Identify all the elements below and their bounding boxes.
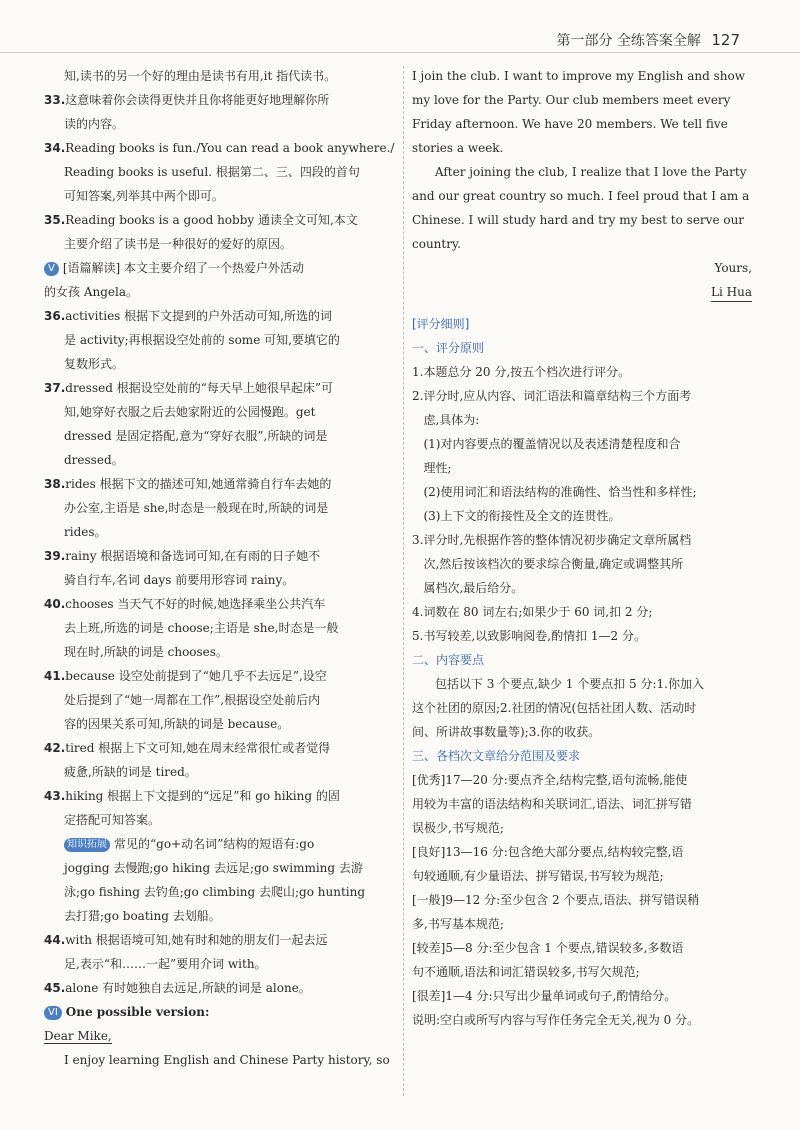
text-line: country. <box>412 237 461 251</box>
left-line <box>44 472 396 496</box>
text-line: [优秀]17—20 分:要点齐全,结构完整,语句流畅,能使 <box>412 773 688 787</box>
question-number: 40. <box>44 597 66 611</box>
line-text: 现在时,所缺的词是 chooses。 <box>64 645 228 659</box>
text-line: [较差]5—8 分:至少包含 1 个要点,错误较多,多数语 <box>412 941 684 955</box>
text-line: I join the club. I want to improve my English and show <box>412 69 745 83</box>
left-line <box>44 952 396 976</box>
question-number: 38. <box>44 477 66 491</box>
line-text: with 根据语境可知,她有时和她的朋友们一起去远 <box>65 933 328 947</box>
text-line: my love for the Party. Our club members meet every <box>412 93 731 107</box>
left-line <box>44 448 396 472</box>
rubric-title: [评分细则] <box>412 317 470 331</box>
line-text: 常见的“go+动名词”结构的短语有:go <box>114 837 315 851</box>
left-line <box>44 664 396 688</box>
line-text: 处后提到了“她一周都在工作”,根据设空处前后内 <box>64 693 321 707</box>
line-text: tired 根据上下文可知,她在周末经常很忙或者觉得 <box>65 741 331 755</box>
left-line <box>44 520 396 544</box>
text-line: 用较为丰富的语法结构和关联词汇,语法、词汇拼写错 <box>412 797 692 811</box>
text-line: 多,书写基本规范; <box>412 917 504 931</box>
line-text: rides。 <box>64 525 107 539</box>
line-text: I enjoy learning English and Chinese Party history, so <box>64 1053 390 1067</box>
rubric-sec3: 三、各档次文章给分范围及要求 <box>412 749 581 763</box>
line-text: jogging 去慢跑;go hiking 去远足;go swimming 去游 <box>64 861 363 875</box>
line-text: 泳;go fishing 去钓鱼;go climbing 去爬山;go hunting <box>64 885 366 899</box>
text-line: and our great country so much. I feel proud that I am a <box>412 189 750 203</box>
left-line <box>44 640 396 664</box>
question-number: 42. <box>44 741 66 755</box>
text-line: 这个社团的原因;2.社团的情况(包括社团人数、活动时 <box>412 701 697 715</box>
line-text: [语篇解读] 本文主要介绍了一个热爱户外活动 <box>62 261 305 275</box>
text-line: 包括以下 3 个要点,缺少 1 个要点扣 5 分:1.你加入 <box>412 677 704 691</box>
signature-name: Li Hua <box>711 283 752 302</box>
column-divider <box>403 66 404 1096</box>
left-line <box>44 112 396 136</box>
line-text: 这意味着你会读得更快并且你将能更好地理解你所 <box>65 93 330 107</box>
text-line: 间、所讲故事数量等);3.你的收获。 <box>412 725 601 739</box>
left-line <box>44 136 396 160</box>
text-line: 次,然后按该档次的要求综合衡量,确定或调整其所 <box>412 557 684 571</box>
question-number: 33. <box>44 93 66 107</box>
text-line: 句不通顺,语法和词汇错误较多,书写欠规范; <box>412 965 640 979</box>
left-line <box>44 424 396 448</box>
left-line <box>44 352 396 376</box>
left-line <box>44 784 396 808</box>
left-line <box>44 808 396 832</box>
left-line <box>44 64 396 88</box>
line-text: 办公室,主语是 she,时态是一般现在时,所缺的词是 <box>64 501 329 515</box>
line-text: hiking 根据上下文提到的“远足”和 go hiking 的固 <box>65 789 340 803</box>
text-line: 误极少,书写规范; <box>412 821 504 835</box>
question-number: 39. <box>44 549 66 563</box>
text-line: 理性; <box>412 461 452 475</box>
letter-body <box>412 64 752 256</box>
left-line <box>44 976 396 1000</box>
line-text: Reading books is useful. 根据第二、三、四段的首句 <box>64 165 360 179</box>
left-line <box>44 400 396 424</box>
question-number: 36. <box>44 309 66 323</box>
left-line <box>44 256 396 280</box>
rubric-sec2: 二、内容要点 <box>412 653 485 667</box>
left-line <box>44 904 396 928</box>
text-line: (3)上下文的衔接性及全文的连贯性。 <box>412 509 621 523</box>
line-text: 疲惫,所缺的词是 tired。 <box>64 765 197 779</box>
line-text: activities 根据下文提到的户外活动可知,所选的词 <box>65 309 332 323</box>
line-text: 去上班,所选的词是 choose;主语是 she,时态是一般 <box>64 621 339 635</box>
text-line: 虑,具体为: <box>412 413 480 427</box>
question-number: 37. <box>44 381 66 395</box>
left-line <box>44 712 396 736</box>
line-text: Reading books is fun./You can read a book anywhere./ <box>65 141 395 155</box>
rubric-sec1: 一、评分原则 <box>412 341 485 355</box>
text-line: 属档次,最后给分。 <box>412 581 524 595</box>
section-tag: 知识拓展 <box>64 838 110 852</box>
line-text: 复数形式。 <box>64 357 125 371</box>
text-line: [良好]13—16 分:包含绝大部分要点,结构较完整,语 <box>412 845 684 859</box>
line-text: 容的因果关系可知,所缺的词是 because。 <box>64 717 290 731</box>
left-line <box>44 1048 396 1072</box>
text-line: 说明:空白或所写内容与写作任务完全无关,视为 0 分。 <box>412 1013 700 1027</box>
line-text: rides 根据下文的描述可知,她通常骑自行车去她的 <box>65 477 332 491</box>
line-text: dressed 是固定搭配,意为“穿好衣服”,所缺的词是 <box>64 429 328 443</box>
section-tag: VI <box>44 1006 62 1020</box>
question-number: 34. <box>44 141 66 155</box>
left-line <box>44 304 396 328</box>
question-number: 41. <box>44 669 66 683</box>
left-line <box>44 1000 396 1024</box>
left-line <box>44 736 396 760</box>
text-line: [一般]9—12 分:至少包含 2 个要点,语法、拼写错误稍 <box>412 893 700 907</box>
text-line: Friday afternoon. We have 20 members. We tell five <box>412 117 728 131</box>
text-line: Chinese. I will study hard and try my best to serve our <box>412 213 745 227</box>
left-line <box>44 88 396 112</box>
line-text: dressed。 <box>64 453 124 467</box>
line-text: because 设空处前提到了“她几乎不去远足”,设空 <box>65 669 327 683</box>
left-line <box>44 832 396 856</box>
text-line: 句较通顺,有少量语法、拼写错误,书写较为规范; <box>412 869 664 883</box>
line-text: One possible version: <box>65 1005 210 1019</box>
left-line <box>44 760 396 784</box>
left-line <box>44 544 396 568</box>
line-text: 定搭配可知答案。 <box>64 813 161 827</box>
left-line <box>44 280 396 304</box>
line-text: 可知答案,列举其中两个即可。 <box>64 189 224 203</box>
question-number: 45. <box>44 981 66 995</box>
question-number: 35. <box>44 213 66 227</box>
line-text: dressed 根据设空处前的“每天早上她很早起床”可 <box>65 381 333 395</box>
left-line <box>44 232 396 256</box>
text-line: 5.书写较差,以致影响阅卷,酌情扣 1—2 分。 <box>412 629 646 643</box>
line-text: chooses 当天气不好的时候,她选择乘坐公共汽车 <box>65 597 326 611</box>
line-text: 是 activity;再根据设空处前的 some 可知,要填它的 <box>64 333 340 347</box>
left-line <box>44 496 396 520</box>
line-text: 骑自行车,名词 days 前要用形容词 rainy。 <box>64 573 295 587</box>
left-line <box>44 568 396 592</box>
line-text: 足,表示“和……一起”要用介词 with。 <box>64 957 267 971</box>
line-text: rainy 根据语境和备选词可知,在有雨的日子她不 <box>65 549 321 563</box>
text-line: stories a week. <box>412 141 504 155</box>
question-number: 43. <box>44 789 66 803</box>
left-line <box>44 688 396 712</box>
line-text: alone 有时她独自去远足,所缺的词是 alone。 <box>65 981 311 995</box>
header-rule <box>0 52 800 53</box>
line-text: 读的内容。 <box>64 117 125 131</box>
text-line: [很差]1—4 分:只写出少量单词或句子,酌情给分。 <box>412 989 677 1003</box>
left-line <box>44 328 396 352</box>
page-number: 127 <box>711 31 740 49</box>
line-text: 知,她穿好衣服之后去她家附近的公园慢跑。get <box>64 405 316 419</box>
left-line <box>44 856 396 880</box>
text-line: 2.评分时,应从内容、词汇语法和篇章结构三个方面考 <box>412 389 692 403</box>
rubric-items3 <box>412 768 752 1032</box>
left-line <box>44 616 396 640</box>
section-tag: V <box>44 262 59 276</box>
left-line <box>44 880 396 904</box>
text-line: 3.评分时,先根据作答的整体情况初步确定文章所属档 <box>412 533 692 547</box>
letter-closing: Yours, <box>714 261 752 275</box>
page-header <box>556 30 740 50</box>
left-column <box>44 64 396 1072</box>
rubric-items2 <box>412 672 752 744</box>
text-line: (1)对内容要点的覆盖情况以及表述清楚程度和合 <box>412 437 681 451</box>
left-line <box>44 376 396 400</box>
line-text: Reading books is a good hobby 通读全文可知,本文 <box>65 213 358 227</box>
line-text: 主要介绍了读书是一种很好的爱好的原因。 <box>64 237 293 251</box>
text-line: 4.词数在 80 词左右;如果少于 60 词,扣 2 分; <box>412 605 653 619</box>
text-line: (2)使用词汇和语法结构的准确性、恰当性和多样性; <box>412 485 697 499</box>
question-number: 44. <box>44 933 66 947</box>
rubric-items1 <box>412 360 752 648</box>
left-line <box>44 1024 396 1048</box>
text-line: After joining the club, I realize that I love the Party <box>412 165 747 179</box>
left-line <box>44 160 396 184</box>
line-text: 的女孩 Angela。 <box>44 285 138 299</box>
left-line <box>44 184 396 208</box>
right-column <box>412 64 752 1032</box>
section-title: 第一部分 全练答案全解 <box>556 33 701 49</box>
line-text: 去打猎;go boating 去划船。 <box>64 909 221 923</box>
text-line: 1.本题总分 20 分,按五个档次进行评分。 <box>412 365 631 379</box>
left-line <box>44 928 396 952</box>
letter-signature <box>412 280 752 304</box>
line-text: Dear Mike, <box>44 1029 112 1043</box>
line-text: 知,读书的另一个好的理由是读书有用,it 指代读书。 <box>64 69 337 83</box>
left-line <box>44 208 396 232</box>
left-line <box>44 592 396 616</box>
